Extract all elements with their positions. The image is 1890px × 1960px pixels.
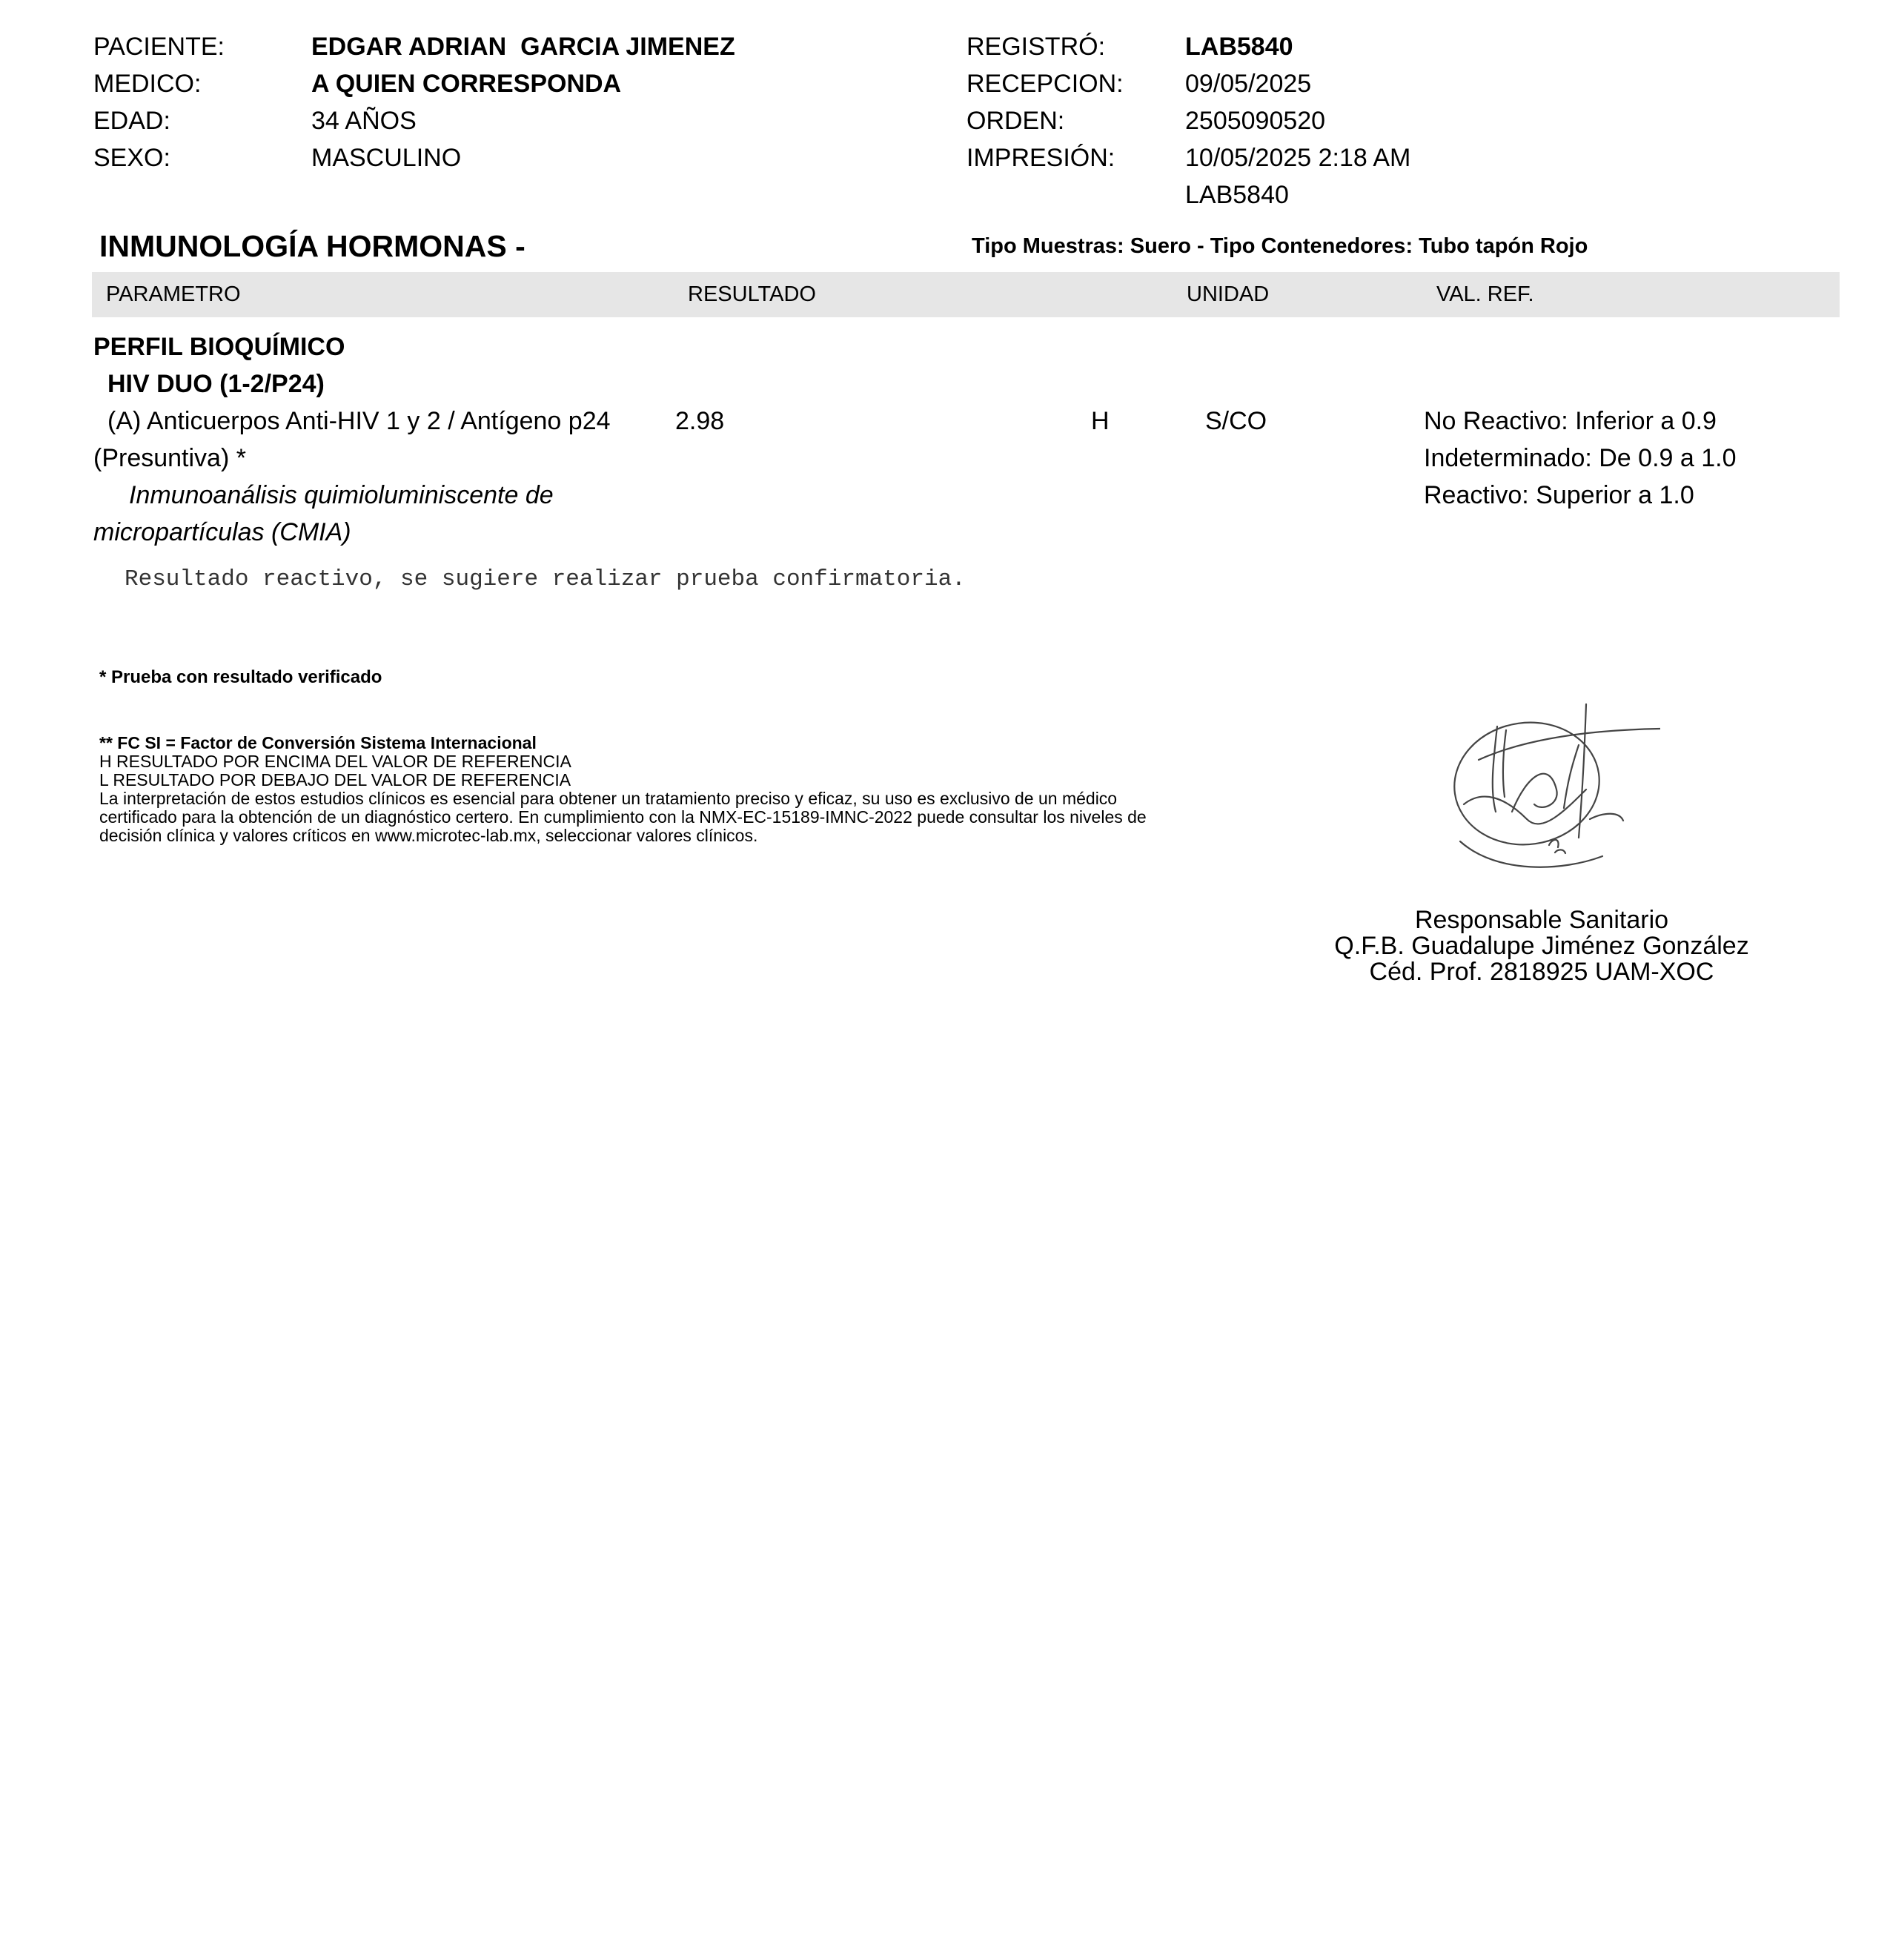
impresion-value: 10/05/2025 2:18 AM: [1185, 144, 1411, 172]
result-unit: S/CO: [1205, 407, 1267, 435]
method-line-2: micropartículas (CMIA): [93, 518, 351, 546]
header-val-ref: VAL. REF.: [1436, 282, 1534, 306]
result-flag: H: [1091, 407, 1110, 435]
sample-type: Tipo Muestras: Suero - Tipo Contenedores: Tubo tapón Rojo: [972, 234, 1588, 258]
profile-title: PERFIL BIOQUÍMICO: [93, 333, 345, 361]
legend-line: L RESULTADO POR DEBAJO DEL VALOR DE REFERENCIA: [99, 770, 571, 789]
ref-range-reactivo: Reactivo: Superior a 1.0: [1424, 481, 1694, 509]
ref-range-no-reactivo: No Reactivo: Inferior a 0.9: [1424, 407, 1717, 435]
method-line-1: Inmunoanálisis quimioluminiscente de: [129, 481, 554, 509]
orden-value: 2505090520: [1185, 107, 1326, 135]
verified-note: * Prueba con resultado verificado: [99, 667, 382, 687]
parameter-name: (A) Anticuerpos Anti-HIV 1 y 2 / Antígeno p24: [107, 407, 611, 435]
header-parametro: PARAMETRO: [106, 282, 241, 306]
age-value: 34 AÑOS: [311, 107, 417, 135]
header-unidad: UNIDAD: [1187, 282, 1270, 306]
recepcion-value: 09/05/2025: [1185, 70, 1312, 98]
signature-image: [1438, 701, 1660, 878]
impresion-user: LAB5840: [1185, 181, 1289, 209]
recepcion-label: RECEPCION:: [966, 70, 1124, 98]
result-value: 2.98: [675, 407, 725, 435]
patient-label: PACIENTE:: [93, 33, 225, 61]
test-name: HIV DUO (1-2/P24): [107, 370, 325, 398]
sex-label: SEXO:: [93, 144, 170, 172]
parameter-qualifier: (Presuntiva) *: [93, 444, 246, 472]
legend-line: decisión clínica y valores críticos en www.microtec-lab.mx, seleccionar valores clínicos.: [99, 826, 758, 845]
section-title: INMUNOLOGÍA HORMONAS -: [99, 229, 525, 263]
ref-range-indeterminado: Indeterminado: De 0.9 a 1.0: [1424, 444, 1737, 472]
table-header: [92, 272, 1840, 317]
legend-line: La interpretación de estos estudios clínicos es esencial para obtener un tratamiento preciso y eficaz, su uso es exclusivo de un médico: [99, 789, 1118, 808]
doctor-name: A QUIEN CORRESPONDA: [311, 70, 622, 98]
legend-line: certificado para la obtención de un diagnóstico certero. En cumplimiento con la NMX-EC-15189-IMNC-2022 puede consultar los niveles de: [99, 807, 1147, 827]
age-label: EDAD:: [93, 107, 170, 135]
impresion-label: IMPRESIÓN:: [966, 144, 1115, 172]
registro-label: REGISTRÓ:: [966, 33, 1106, 61]
orden-label: ORDEN:: [966, 107, 1065, 135]
registro-value: LAB5840: [1185, 33, 1293, 61]
sex-value: MASCULINO: [311, 144, 462, 172]
patient-name: EDGAR ADRIAN GARCIA JIMENEZ: [311, 33, 735, 61]
legend-title: ** FC SI = Factor de Conversión Sistema Internacional: [99, 733, 537, 752]
doctor-label: MEDICO:: [93, 70, 202, 98]
legend-block: [99, 734, 1359, 845]
responsible-role: Responsable Sanitario: [1414, 906, 1669, 934]
header-resultado: RESULTADO: [688, 282, 816, 306]
responsible-name: Q.F.B. Guadalupe Jiménez González: [1334, 932, 1749, 960]
legend-line: H RESULTADO POR ENCIMA DEL VALOR DE REFERENCIA: [99, 752, 571, 771]
result-note: Resultado reactivo, se sugiere realizar prueba confirmatoria.: [125, 566, 966, 592]
responsible-cedula: Céd. Prof. 2818925 UAM-XOC: [1369, 958, 1714, 986]
